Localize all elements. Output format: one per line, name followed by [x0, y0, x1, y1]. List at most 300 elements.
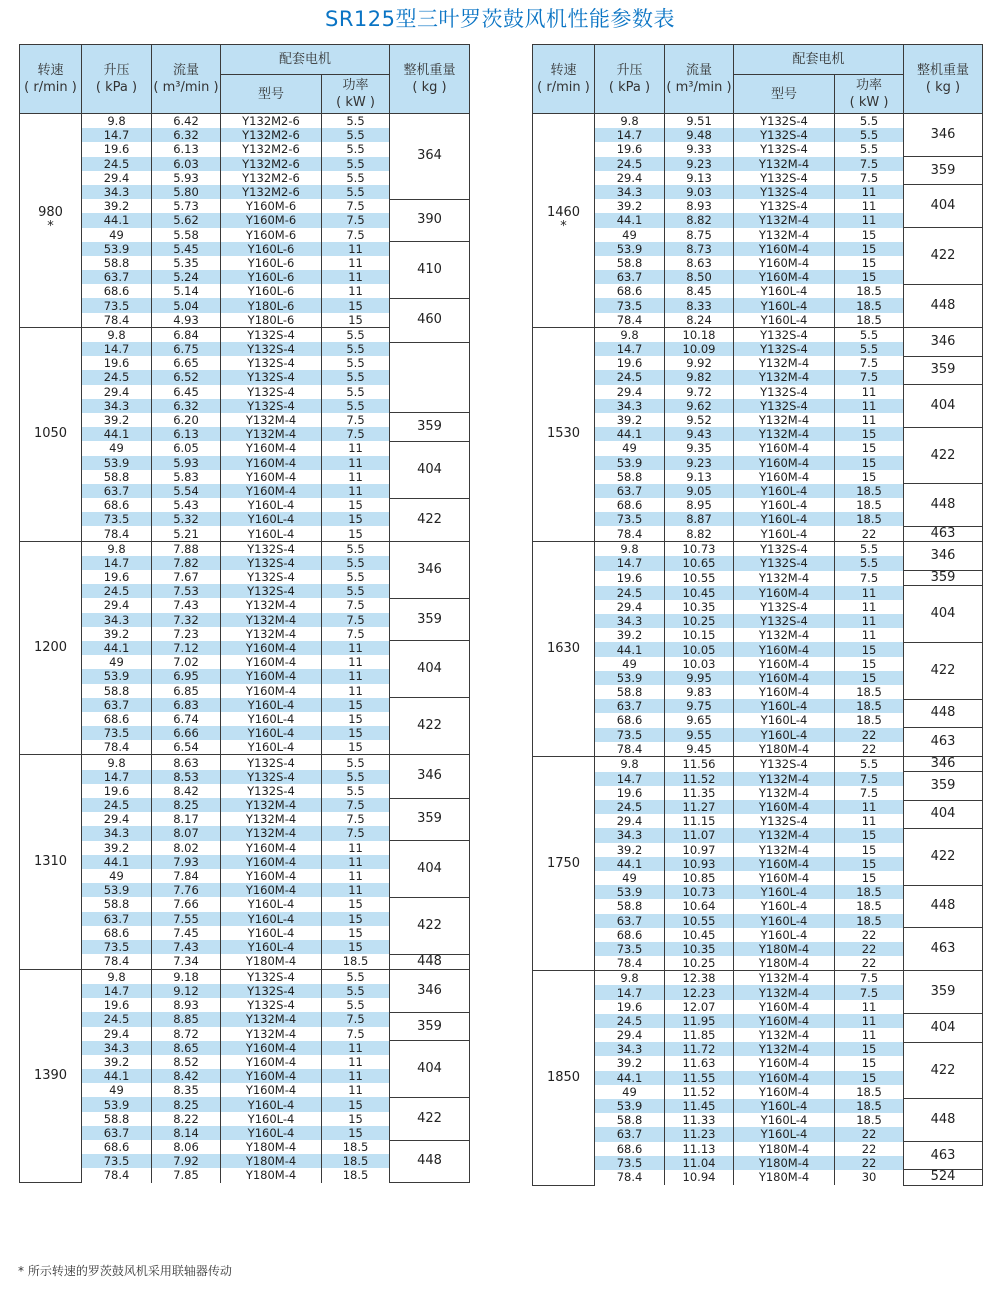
power-cell: 18.5	[835, 713, 904, 727]
flow-cell: 5.83	[152, 470, 221, 484]
motor-model-cell: Y132S-4	[221, 584, 322, 598]
flow-cell: 7.66	[152, 897, 221, 911]
flow-cell: 6.83	[152, 698, 221, 712]
power-cell: 22	[835, 1127, 904, 1141]
flow-cell: 6.84	[152, 327, 221, 342]
power-cell: 15	[322, 1097, 390, 1111]
speed-cell: 1750	[533, 756, 595, 970]
flow-cell: 7.12	[152, 641, 221, 655]
power-cell: 5.5	[322, 185, 390, 199]
pressure-cell: 68.6	[595, 1142, 665, 1156]
flow-cell: 11.63	[665, 1056, 734, 1070]
pressure-cell: 63.7	[82, 1126, 152, 1140]
power-cell: 11	[322, 841, 390, 855]
flow-cell: 9.13	[665, 470, 734, 484]
header-pressure: 升压 ( kPa )	[595, 45, 665, 114]
flow-cell: 9.05	[665, 484, 734, 498]
flow-cell: 10.73	[665, 542, 734, 557]
flow-cell: 11.56	[665, 756, 734, 771]
flow-cell: 6.65	[152, 356, 221, 370]
weight-cell: 448	[904, 1099, 983, 1142]
flow-cell: 10.45	[665, 928, 734, 942]
power-cell: 15	[835, 242, 904, 256]
power-cell: 15	[322, 512, 390, 526]
pressure-cell: 9.8	[82, 755, 152, 770]
power-cell: 7.5	[322, 413, 390, 427]
pressure-cell: 19.6	[82, 784, 152, 798]
table-row	[20, 598, 470, 612]
power-cell: 18.5	[835, 298, 904, 312]
flow-cell: 6.05	[152, 441, 221, 455]
motor-model-cell: Y160L-4	[734, 914, 835, 928]
flow-cell: 10.85	[665, 871, 734, 885]
pressure-cell: 24.5	[595, 1014, 665, 1028]
motor-model-cell: Y132S-4	[221, 399, 322, 413]
pressure-cell: 34.3	[82, 399, 152, 413]
weight-cell: 359	[904, 356, 983, 384]
weight-cell: 460	[390, 298, 470, 342]
motor-model-cell: Y160M-4	[221, 456, 322, 470]
flow-cell: 11.52	[665, 1085, 734, 1099]
table-row	[533, 756, 983, 771]
flow-cell: 9.18	[152, 969, 221, 984]
pressure-cell: 29.4	[82, 1027, 152, 1041]
flow-cell: 11.07	[665, 828, 734, 842]
motor-model-cell: Y132M2-6	[221, 185, 322, 199]
pressure-cell: 39.2	[82, 841, 152, 855]
flow-cell: 8.63	[152, 755, 221, 770]
weight-cell: 448	[390, 954, 470, 969]
pressure-cell: 49	[595, 228, 665, 242]
flow-cell: 9.51	[665, 114, 734, 129]
power-cell: 15	[322, 526, 390, 541]
power-cell: 11	[835, 600, 904, 614]
power-cell: 5.5	[322, 157, 390, 171]
flow-cell: 8.14	[152, 1126, 221, 1140]
speed-cell: 1530	[533, 327, 595, 541]
pressure-cell: 44.1	[82, 641, 152, 655]
weight-cell: 448	[904, 699, 983, 727]
motor-model-cell: Y160M-6	[221, 213, 322, 227]
table-row	[533, 1170, 983, 1185]
motor-model-cell: Y132S-4	[734, 142, 835, 156]
motor-model-cell: Y160M-6	[221, 228, 322, 242]
power-cell: 5.5	[835, 756, 904, 771]
pressure-cell: 39.2	[595, 199, 665, 213]
flow-cell: 10.94	[665, 1170, 734, 1185]
flow-cell: 12.23	[665, 985, 734, 999]
motor-model-cell: Y132S-4	[734, 600, 835, 614]
motor-model-cell: Y132S-4	[734, 128, 835, 142]
pressure-cell: 29.4	[82, 812, 152, 826]
table-row	[20, 441, 470, 455]
flow-cell: 8.93	[152, 998, 221, 1012]
flow-cell: 10.35	[665, 942, 734, 956]
flow-cell: 8.42	[152, 1069, 221, 1083]
power-cell: 18.5	[835, 1113, 904, 1127]
motor-model-cell: Y132S-4	[221, 342, 322, 356]
motor-model-cell: Y160M-4	[221, 1083, 322, 1097]
header-flow: 流量 ( m³/min )	[665, 45, 734, 114]
flow-cell: 11.45	[665, 1099, 734, 1113]
power-cell: 5.5	[322, 969, 390, 984]
flow-cell: 9.55	[665, 728, 734, 742]
power-cell: 11	[835, 185, 904, 199]
speed-cell: 980 *	[20, 114, 82, 328]
pressure-cell: 29.4	[82, 171, 152, 185]
pressure-cell: 44.1	[595, 857, 665, 871]
power-cell: 11	[322, 855, 390, 869]
pressure-cell: 53.9	[82, 1097, 152, 1111]
power-cell: 5.5	[322, 142, 390, 156]
weight-cell: 524	[904, 1170, 983, 1185]
power-cell: 7.5	[322, 627, 390, 641]
weight-cell: 404	[904, 385, 983, 428]
power-cell: 7.5	[322, 213, 390, 227]
power-cell: 11	[322, 883, 390, 897]
flow-cell: 8.02	[152, 841, 221, 855]
power-cell: 5.5	[322, 128, 390, 142]
header-speed: 转速 ( r/min )	[533, 45, 595, 114]
motor-model-cell: Y160L-4	[734, 313, 835, 328]
pressure-cell: 53.9	[82, 456, 152, 470]
weight-cell: 346	[904, 327, 983, 356]
pressure-cell: 49	[595, 1085, 665, 1099]
flow-cell: 7.32	[152, 613, 221, 627]
power-cell: 7.5	[322, 798, 390, 812]
weight-cell: 463	[904, 928, 983, 971]
flow-cell: 7.53	[152, 584, 221, 598]
motor-model-cell: Y160M-4	[734, 270, 835, 284]
flow-cell: 6.32	[152, 399, 221, 413]
flow-cell: 10.55	[665, 571, 734, 586]
speed-cell: 1390	[20, 969, 82, 1182]
flow-cell: 7.93	[152, 855, 221, 869]
flow-cell: 9.82	[665, 370, 734, 384]
motor-model-cell: Y132M-4	[734, 843, 835, 857]
table-row	[533, 385, 983, 399]
flow-cell: 8.25	[152, 1097, 221, 1111]
power-cell: 5.5	[835, 128, 904, 142]
pressure-cell: 58.8	[82, 684, 152, 698]
pressure-cell: 44.1	[82, 427, 152, 441]
motor-model-cell: Y180L-6	[221, 313, 322, 328]
flow-cell: 11.55	[665, 1071, 734, 1085]
table-row	[20, 242, 470, 256]
pressure-cell: 9.8	[82, 969, 152, 984]
table-row	[533, 228, 983, 242]
table-row	[533, 885, 983, 899]
flow-cell: 9.23	[665, 157, 734, 171]
pressure-cell: 73.5	[595, 512, 665, 526]
flow-cell: 7.82	[152, 556, 221, 570]
flow-cell: 9.33	[665, 142, 734, 156]
pressure-cell: 34.3	[595, 185, 665, 199]
pressure-cell: 78.4	[595, 956, 665, 971]
power-cell: 18.5	[835, 899, 904, 913]
motor-model-cell: Y132M-4	[734, 985, 835, 999]
flow-cell: 4.93	[152, 313, 221, 328]
pressure-cell: 63.7	[595, 1127, 665, 1141]
motor-model-cell: Y132M-4	[734, 427, 835, 441]
pressure-cell: 44.1	[82, 213, 152, 227]
table-row	[533, 427, 983, 441]
flow-cell: 8.42	[152, 784, 221, 798]
weight-cell: 404	[390, 841, 470, 898]
flow-cell: 8.07	[152, 826, 221, 840]
speed-cell: 1050	[20, 327, 82, 541]
flow-cell: 8.82	[665, 213, 734, 227]
motor-model-cell: Y132S-4	[221, 541, 322, 556]
power-cell: 11	[835, 614, 904, 628]
motor-model-cell: Y160L-6	[221, 270, 322, 284]
motor-model-cell: Y132S-4	[734, 542, 835, 557]
speed-cell: 1310	[20, 755, 82, 969]
pressure-cell: 68.6	[595, 498, 665, 512]
pressure-cell: 58.8	[82, 897, 152, 911]
pressure-cell: 19.6	[595, 142, 665, 156]
power-cell: 11	[322, 655, 390, 669]
power-cell: 15	[835, 427, 904, 441]
motor-model-cell: Y132M-4	[221, 613, 322, 627]
power-cell: 18.5	[835, 484, 904, 498]
pressure-cell: 29.4	[595, 600, 665, 614]
power-cell: 7.5	[322, 228, 390, 242]
motor-model-cell: Y132M-4	[734, 356, 835, 370]
flow-cell: 9.62	[665, 399, 734, 413]
pressure-cell: 49	[595, 441, 665, 455]
table-row	[533, 772, 983, 786]
flow-cell: 7.85	[152, 1168, 221, 1182]
pressure-cell: 9.8	[595, 971, 665, 986]
power-cell: 15	[835, 456, 904, 470]
speed-cell: 1200	[20, 541, 82, 755]
power-cell: 15	[322, 726, 390, 740]
weight-cell: 448	[904, 284, 983, 327]
power-cell: 18.5	[322, 1154, 390, 1168]
pressure-cell: 14.7	[595, 128, 665, 142]
power-cell: 11	[322, 1083, 390, 1097]
motor-model-cell: Y132S-4	[221, 385, 322, 399]
table-row	[20, 370, 470, 384]
motor-model-cell: Y132M-4	[734, 1028, 835, 1042]
motor-model-cell: Y132M-4	[734, 213, 835, 227]
flow-cell: 7.84	[152, 869, 221, 883]
pressure-cell: 39.2	[595, 843, 665, 857]
power-cell: 11	[835, 213, 904, 227]
power-cell: 7.5	[322, 812, 390, 826]
power-cell: 5.5	[322, 755, 390, 770]
weight-cell: 422	[904, 228, 983, 285]
table-row	[533, 484, 983, 498]
flow-cell: 8.52	[152, 1055, 221, 1069]
flow-cell: 10.73	[665, 885, 734, 899]
motor-model-cell: Y132S-4	[734, 114, 835, 129]
power-cell: 5.5	[835, 542, 904, 557]
power-cell: 15	[322, 912, 390, 926]
power-cell: 7.5	[322, 826, 390, 840]
motor-model-cell: Y160L-4	[734, 1127, 835, 1141]
flow-cell: 8.65	[152, 1041, 221, 1055]
flow-cell: 9.43	[665, 427, 734, 441]
flow-cell: 7.23	[152, 627, 221, 641]
power-cell: 7.5	[322, 598, 390, 612]
pressure-cell: 14.7	[82, 128, 152, 142]
power-cell: 18.5	[835, 498, 904, 512]
flow-cell: 6.42	[152, 114, 221, 129]
flow-cell: 7.55	[152, 912, 221, 926]
power-cell: 7.5	[835, 571, 904, 586]
motor-model-cell: Y160M-4	[734, 685, 835, 699]
weight-cell: 404	[904, 185, 983, 228]
pressure-cell: 73.5	[595, 1156, 665, 1170]
motor-model-cell: Y180M-4	[734, 1156, 835, 1170]
motor-model-cell: Y132S-4	[221, 570, 322, 584]
motor-model-cell: Y160M-4	[221, 484, 322, 498]
flow-cell: 11.23	[665, 1127, 734, 1141]
power-cell: 18.5	[835, 914, 904, 928]
power-cell: 18.5	[322, 954, 390, 969]
pressure-cell: 68.6	[82, 712, 152, 726]
motor-model-cell: Y160M-6	[221, 199, 322, 213]
motor-model-cell: Y160M-4	[221, 1041, 322, 1055]
weight-cell: 422	[904, 1042, 983, 1099]
weight-cell: 404	[904, 586, 983, 643]
pressure-cell: 68.6	[595, 928, 665, 942]
power-cell: 15	[322, 313, 390, 328]
pressure-cell: 53.9	[595, 671, 665, 685]
weight-cell: 422	[390, 1097, 470, 1140]
motor-model-cell: Y160L-4	[734, 899, 835, 913]
page-title: SR125型三叶罗茨鼓风机性能参数表	[324, 7, 675, 31]
power-cell: 5.5	[322, 784, 390, 798]
table-row	[20, 1097, 470, 1111]
power-cell: 7.5	[322, 1027, 390, 1041]
header-power: 功率 ( kW )	[322, 75, 390, 114]
table-row	[20, 356, 470, 370]
motor-model-cell: Y160M-4	[734, 242, 835, 256]
motor-model-cell: Y160L-4	[221, 926, 322, 940]
power-cell: 7.5	[322, 427, 390, 441]
motor-model-cell: Y132M-4	[221, 798, 322, 812]
flow-cell: 5.45	[152, 242, 221, 256]
pressure-cell: 63.7	[595, 270, 665, 284]
header-power: 功率 ( kW )	[835, 75, 904, 114]
pressure-cell: 24.5	[595, 370, 665, 384]
table-row	[533, 356, 983, 370]
power-cell: 15	[322, 298, 390, 312]
motor-model-cell: Y160M-4	[734, 1014, 835, 1028]
flow-cell: 7.45	[152, 926, 221, 940]
pressure-cell: 78.4	[595, 742, 665, 757]
flow-cell: 8.75	[665, 228, 734, 242]
flow-cell: 6.03	[152, 157, 221, 171]
weight-cell: 422	[390, 897, 470, 954]
table-row	[533, 526, 983, 541]
pressure-cell: 58.8	[595, 899, 665, 913]
pressure-cell: 44.1	[82, 855, 152, 869]
power-cell: 15	[322, 940, 390, 954]
motor-model-cell: Y132S-4	[221, 984, 322, 998]
table-row	[20, 897, 470, 911]
flow-cell: 9.75	[665, 699, 734, 713]
pressure-cell: 73.5	[82, 298, 152, 312]
header-motor: 配套电机	[221, 45, 390, 75]
header-weight: 整机重量 ( kg )	[390, 45, 470, 114]
flow-cell: 8.50	[665, 270, 734, 284]
pressure-cell: 34.3	[595, 614, 665, 628]
flow-cell: 6.20	[152, 413, 221, 427]
pressure-cell: 49	[82, 1083, 152, 1097]
motor-model-cell: Y160L-4	[221, 698, 322, 712]
flow-cell: 5.35	[152, 256, 221, 270]
motor-model-cell: Y160M-4	[734, 586, 835, 600]
pressure-cell: 63.7	[82, 484, 152, 498]
pressure-cell: 58.8	[82, 1112, 152, 1126]
power-cell: 15	[322, 1112, 390, 1126]
motor-model-cell: Y132M2-6	[221, 142, 322, 156]
speed-cell: 1460 *	[533, 114, 595, 328]
flow-cell: 10.25	[665, 614, 734, 628]
power-cell: 11	[835, 1028, 904, 1042]
flow-cell: 5.93	[152, 171, 221, 185]
flow-cell: 6.95	[152, 669, 221, 683]
table-row	[20, 342, 470, 356]
pressure-cell: 53.9	[595, 1099, 665, 1113]
motor-model-cell: Y180L-6	[221, 298, 322, 312]
pressure-cell: 78.4	[595, 526, 665, 541]
flow-cell: 5.32	[152, 512, 221, 526]
table-row	[533, 699, 983, 713]
motor-model-cell: Y160M-4	[734, 1056, 835, 1070]
motor-model-cell: Y160L-4	[734, 526, 835, 541]
power-cell: 5.5	[322, 327, 390, 342]
motor-model-cell: Y160L-4	[221, 498, 322, 512]
pressure-cell: 49	[595, 657, 665, 671]
table-row	[20, 385, 470, 399]
pressure-cell: 14.7	[82, 770, 152, 784]
pressure-cell: 78.4	[82, 954, 152, 969]
weight-cell: 359	[390, 1012, 470, 1040]
pressure-cell: 73.5	[595, 728, 665, 742]
flow-cell: 6.74	[152, 712, 221, 726]
power-cell: 7.5	[322, 613, 390, 627]
flow-cell: 11.33	[665, 1113, 734, 1127]
pressure-cell: 44.1	[82, 1069, 152, 1083]
motor-model-cell: Y160M-4	[221, 1055, 322, 1069]
flow-cell: 10.15	[665, 628, 734, 642]
motor-model-cell: Y160L-4	[734, 298, 835, 312]
pressure-cell: 58.8	[595, 685, 665, 699]
motor-model-cell: Y132S-4	[734, 171, 835, 185]
flow-cell: 8.25	[152, 798, 221, 812]
power-cell: 5.5	[322, 584, 390, 598]
table-row	[533, 828, 983, 842]
motor-model-cell: Y160L-4	[734, 728, 835, 742]
table-row	[20, 969, 470, 984]
motor-model-cell: Y132M-4	[221, 413, 322, 427]
motor-model-cell: Y160M-4	[734, 470, 835, 484]
pressure-cell: 9.8	[595, 114, 665, 129]
power-cell: 11	[835, 586, 904, 600]
motor-model-cell: Y132M-4	[221, 826, 322, 840]
pressure-cell: 39.2	[82, 627, 152, 641]
flow-cell: 8.24	[665, 313, 734, 328]
power-cell: 11	[322, 441, 390, 455]
weight-cell: 359	[904, 157, 983, 185]
power-cell: 15	[835, 871, 904, 885]
power-cell: 15	[835, 843, 904, 857]
